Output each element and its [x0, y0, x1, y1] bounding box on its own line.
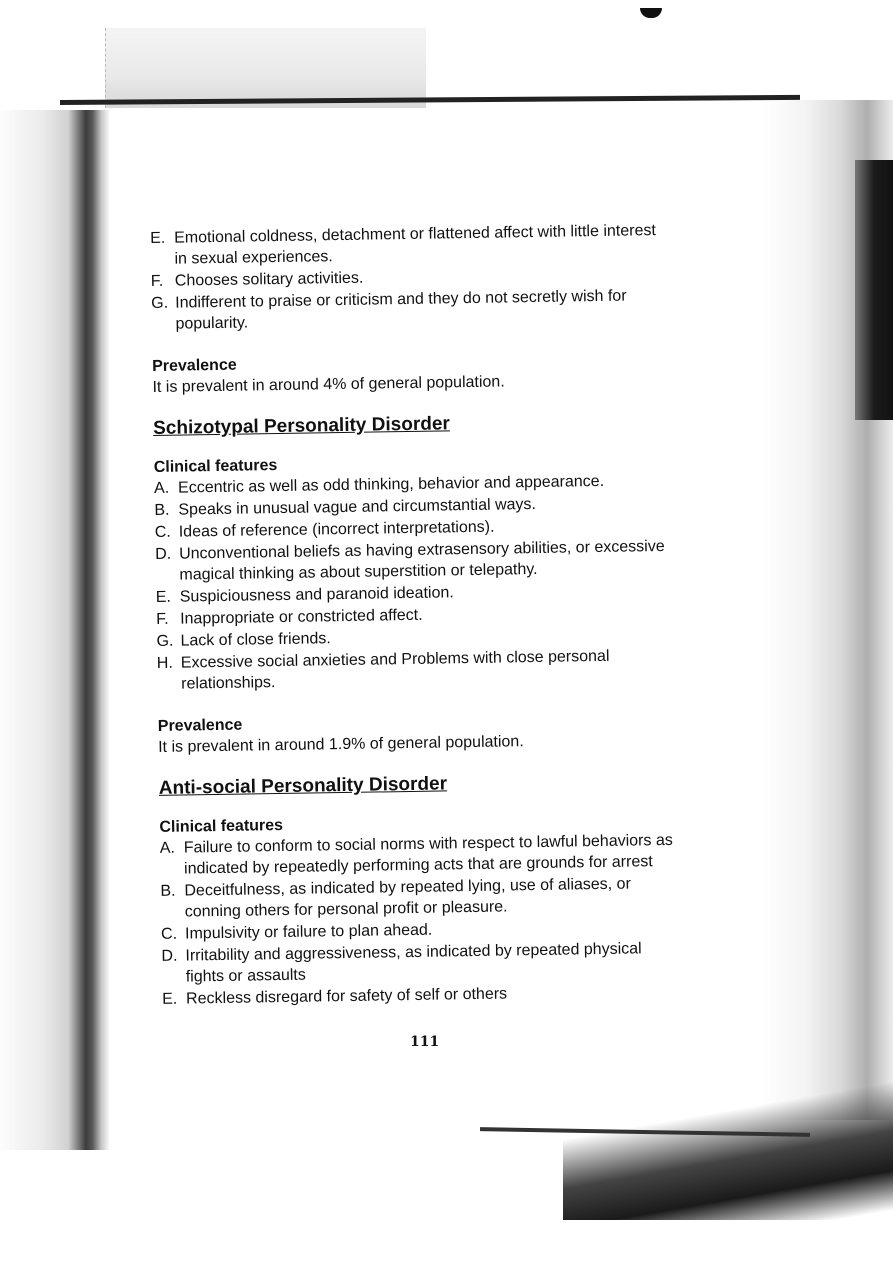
list-text: Speaks in unusual vague and circumstantial ways.: [178, 495, 537, 519]
list-text: Ideas of reference (incorrect interpretations).: [178, 518, 495, 541]
continued-feature-list: [150, 220, 672, 335]
list-text: Suspiciousness and paranoid ideation.: [179, 584, 454, 606]
list-text: Chooses solitary activities.: [174, 269, 364, 290]
scan-right-shadow: [855, 160, 893, 420]
list-letter: F.: [156, 610, 169, 628]
scan-mark: [640, 8, 662, 18]
schizotypal-title: Schizotypal Personality Disorder: [152, 413, 450, 439]
page-number: 111: [410, 1034, 440, 1050]
prevalence-heading: Prevalence: [157, 716, 243, 735]
list-letter: B.: [154, 501, 170, 519]
list-letter: C.: [154, 523, 171, 541]
scan-tab-shadow: [105, 28, 426, 108]
list-text: Inappropriate or constricted affect.: [180, 606, 423, 628]
list-letter: E.: [161, 990, 178, 1008]
list-letter: C.: [160, 925, 178, 943]
list-item: [150, 220, 671, 270]
prevalence-text: It is prevalent in around 1.9% of general population.: [158, 733, 524, 756]
antisocial-feature-list: [160, 830, 683, 1010]
prevalence-text: It is prevalent in around 4% of general population.: [152, 373, 505, 396]
list-item: [160, 873, 681, 923]
list-letter: G.: [151, 294, 169, 312]
document-page: [150, 220, 682, 1011]
list-text: Emotional coldness, detachment or flattened affect with little interest in sexual experiences.: [174, 222, 656, 268]
list-letter: G.: [156, 632, 174, 650]
list-text: Failure to conform to social norms with respect to lawful behaviors as indicated by repeatedly performing acts that are grounds for arrest: [183, 831, 673, 878]
list-text: Reckless disregard for safety of self or others: [185, 985, 508, 1008]
scan-left-edge: [0, 110, 110, 1150]
list-text: Irritability and aggressiveness, as indicated by repeated physical fights or assaults: [185, 940, 642, 986]
list-letter: E.: [150, 229, 166, 247]
list-letter: E.: [155, 588, 172, 606]
list-letter: A.: [159, 839, 176, 857]
list-text: Eccentric as well as odd thinking, behavior and appearance.: [177, 472, 605, 497]
list-text: Indifferent to praise or criticism and they do not secretly wish for popularity.: [175, 287, 627, 333]
list-text: Unconventional beliefs as having extrasensory abilities, or excessive magical thinking as about superstition or telepathy.: [178, 537, 665, 584]
schizotypal-clinical-heading: Clinical features: [153, 457, 278, 476]
list-letter: B.: [160, 882, 176, 900]
list-letter: F.: [150, 272, 164, 290]
list-text: Lack of close friends.: [180, 630, 331, 650]
list-text: Excessive social anxieties and Problems with close personal relationships.: [180, 647, 610, 693]
antisocial-title: Anti-social Personality Disorder: [158, 773, 448, 799]
list-letter: H.: [156, 654, 173, 672]
list-letter: A.: [153, 479, 170, 497]
prevalence-heading: Prevalence: [152, 356, 237, 375]
list-item: [161, 938, 682, 988]
schizotypal-feature-list: [154, 470, 677, 695]
list-item: [155, 536, 676, 586]
list-letter: D.: [154, 545, 172, 563]
list-text: Impulsivity or failure to plan ahead.: [184, 921, 433, 943]
scan-bottom-shadow: [563, 1080, 893, 1220]
list-item: [151, 285, 672, 335]
list-text: Deceitfulness, as indicated by repeated lying, use of aliases, or conning others for personal profit or pleasure.: [184, 875, 631, 921]
list-item: [160, 830, 681, 880]
list-item: [157, 645, 678, 695]
list-letter: D.: [161, 947, 178, 965]
antisocial-clinical-heading: Clinical features: [159, 816, 284, 836]
